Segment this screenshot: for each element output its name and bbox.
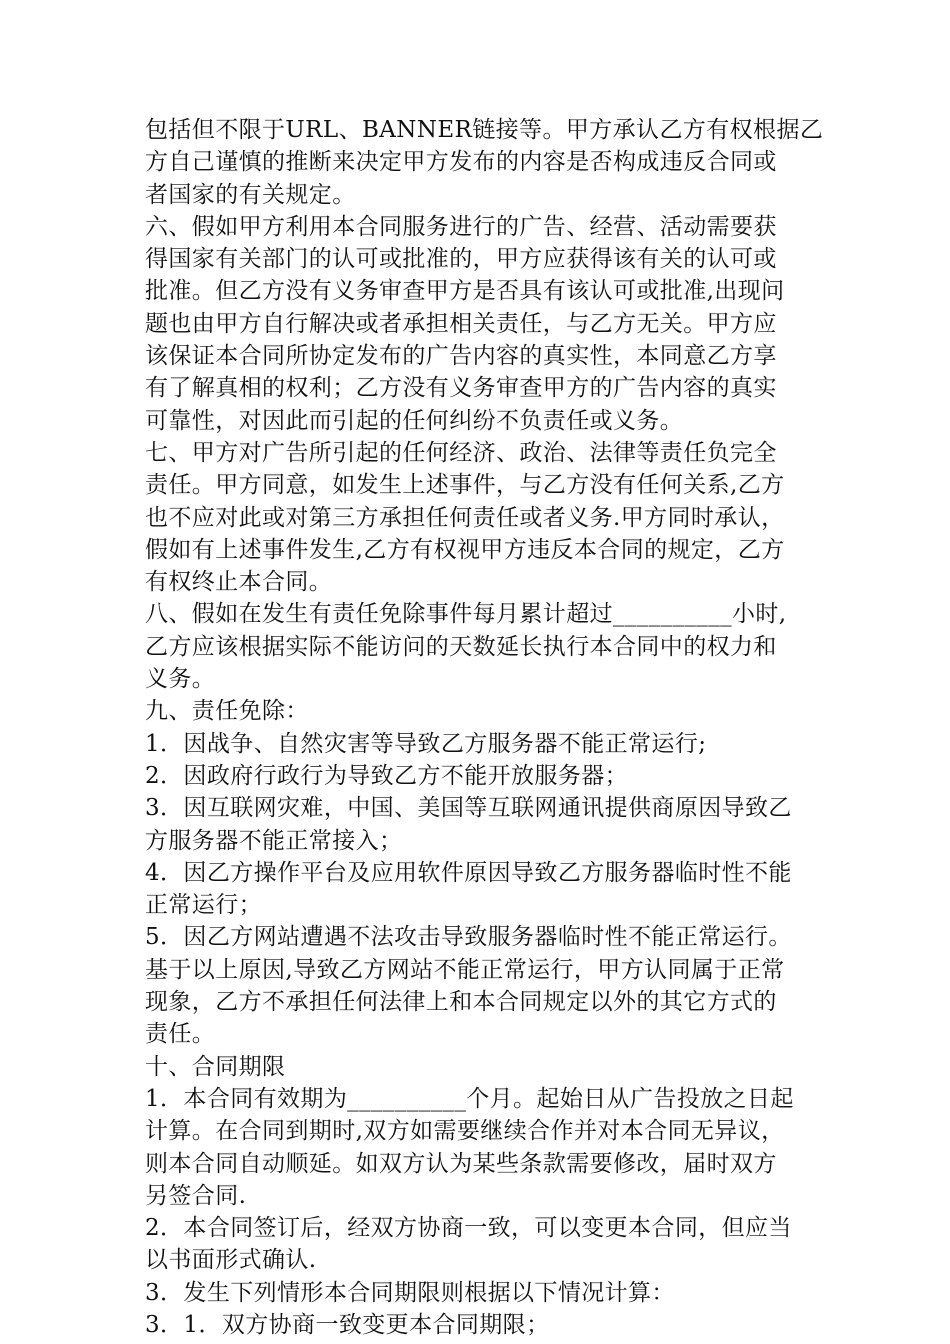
text-line: 4．因乙方操作平台及应用软件原因导致乙方服务器临时性不能 (145, 859, 792, 886)
text-line: 七、甲方对广告所引起的任何经济、政治、法律等责任负完全 (145, 439, 777, 466)
text-line: 六、假如甲方利用本合同服务进行的广告、经营、活动需要获 (145, 213, 777, 240)
text-line: 计算。在合同到期时,双方如需要继续合作并对本合同无异议， (145, 1118, 785, 1145)
text-line: 也不应对此或对第三方承担任何责任或者义务.甲方同时承认， (145, 504, 785, 531)
text-line: 基于以上原因,导致乙方网站不能正常运行，甲方认同属于正常 (145, 956, 785, 983)
text-line: 2．因政府行政行为导致乙方不能开放服务器； (145, 762, 629, 789)
text-line: 方自己谨慎的推断来决定甲方发布的内容是否构成违反合同或 (145, 149, 777, 176)
text-line: 责任。甲方同意，如发生上述事件，与乙方没有任何关系,乙方 (145, 472, 785, 499)
text-line: 假如有上述事件发生,乙方有权视甲方违反本合同的规定，乙方 (145, 536, 785, 563)
text-line: 正常运行； (145, 892, 262, 919)
text-line: 乙方应该根据实际不能访问的天数延长执行本合同中的权力和 (145, 633, 777, 660)
document-body (145, 114, 824, 1341)
text-line: 3．因互联网灾难，中国、美国等互联网通讯提供商原因导致乙 (145, 795, 792, 822)
text-line: 1．本合同有效期为__________个月。起始日从广告投放之日起 (145, 1085, 794, 1112)
text-line: 十、合同期限 (145, 1053, 286, 1080)
text-line: 另签合同. (145, 1182, 247, 1209)
text-line: 有了解真相的权利；乙方没有义务审查甲方的广告内容的真实 (145, 375, 777, 402)
text-line: 3．发生下列情形本合同期限则根据以下情况计算： (145, 1279, 675, 1306)
text-line: 题也由甲方自行解决或者承担相关责任，与乙方无关。甲方应 (145, 310, 777, 337)
text-line: 方服务器不能正常接入； (145, 827, 403, 854)
text-line: 九、责任免除： (145, 698, 309, 725)
text-line: 批准。但乙方没有义务审查甲方是否具有该认可或批准,出现问 (145, 278, 785, 305)
text-line: 1．因战争、自然灾害等导致乙方服务器不能正常运行; (145, 730, 707, 757)
text-line: 者国家的有关规定。 (145, 181, 356, 208)
text-line: 义务。 (145, 666, 216, 693)
text-line: 可靠性，对因此而引起的任何纠纷不负责任或义务。 (145, 407, 684, 434)
text-line: 3．1．双方协商一致变更本合同期限； (145, 1311, 550, 1338)
text-line: 该保证本合同所协定发布的广告内容的真实性，本同意乙方享 (145, 343, 777, 370)
text-line: 则本合同自动顺延。如双方认为某些条款需要修改，届时双方 (145, 1150, 777, 1177)
text-line: 现象，乙方不承担任何法律上和本合同规定以外的其它方式的 (145, 989, 777, 1016)
text-line: 八、假如在发生有责任免除事件每月累计超过__________小时, (145, 601, 787, 628)
text-line: 包括但不限于URL、BANNER链接等。甲方承认乙方有权根据乙 (145, 117, 824, 143)
text-line: 2．本合同签订后，经双方协商一致，可以变更本合同，但应当 (145, 1215, 792, 1242)
text-line: 得国家有关部门的认可或批准的，甲方应获得该有关的认可或 (145, 246, 777, 273)
text-line: 5．因乙方网站遭遇不法攻击导致服务器临时性不能正常运行。 (145, 924, 792, 951)
text-line: 有权终止本合同。 (145, 569, 333, 596)
text-line: 以书面形式确认. (145, 1247, 317, 1274)
text-line: 责任。 (145, 1021, 216, 1048)
